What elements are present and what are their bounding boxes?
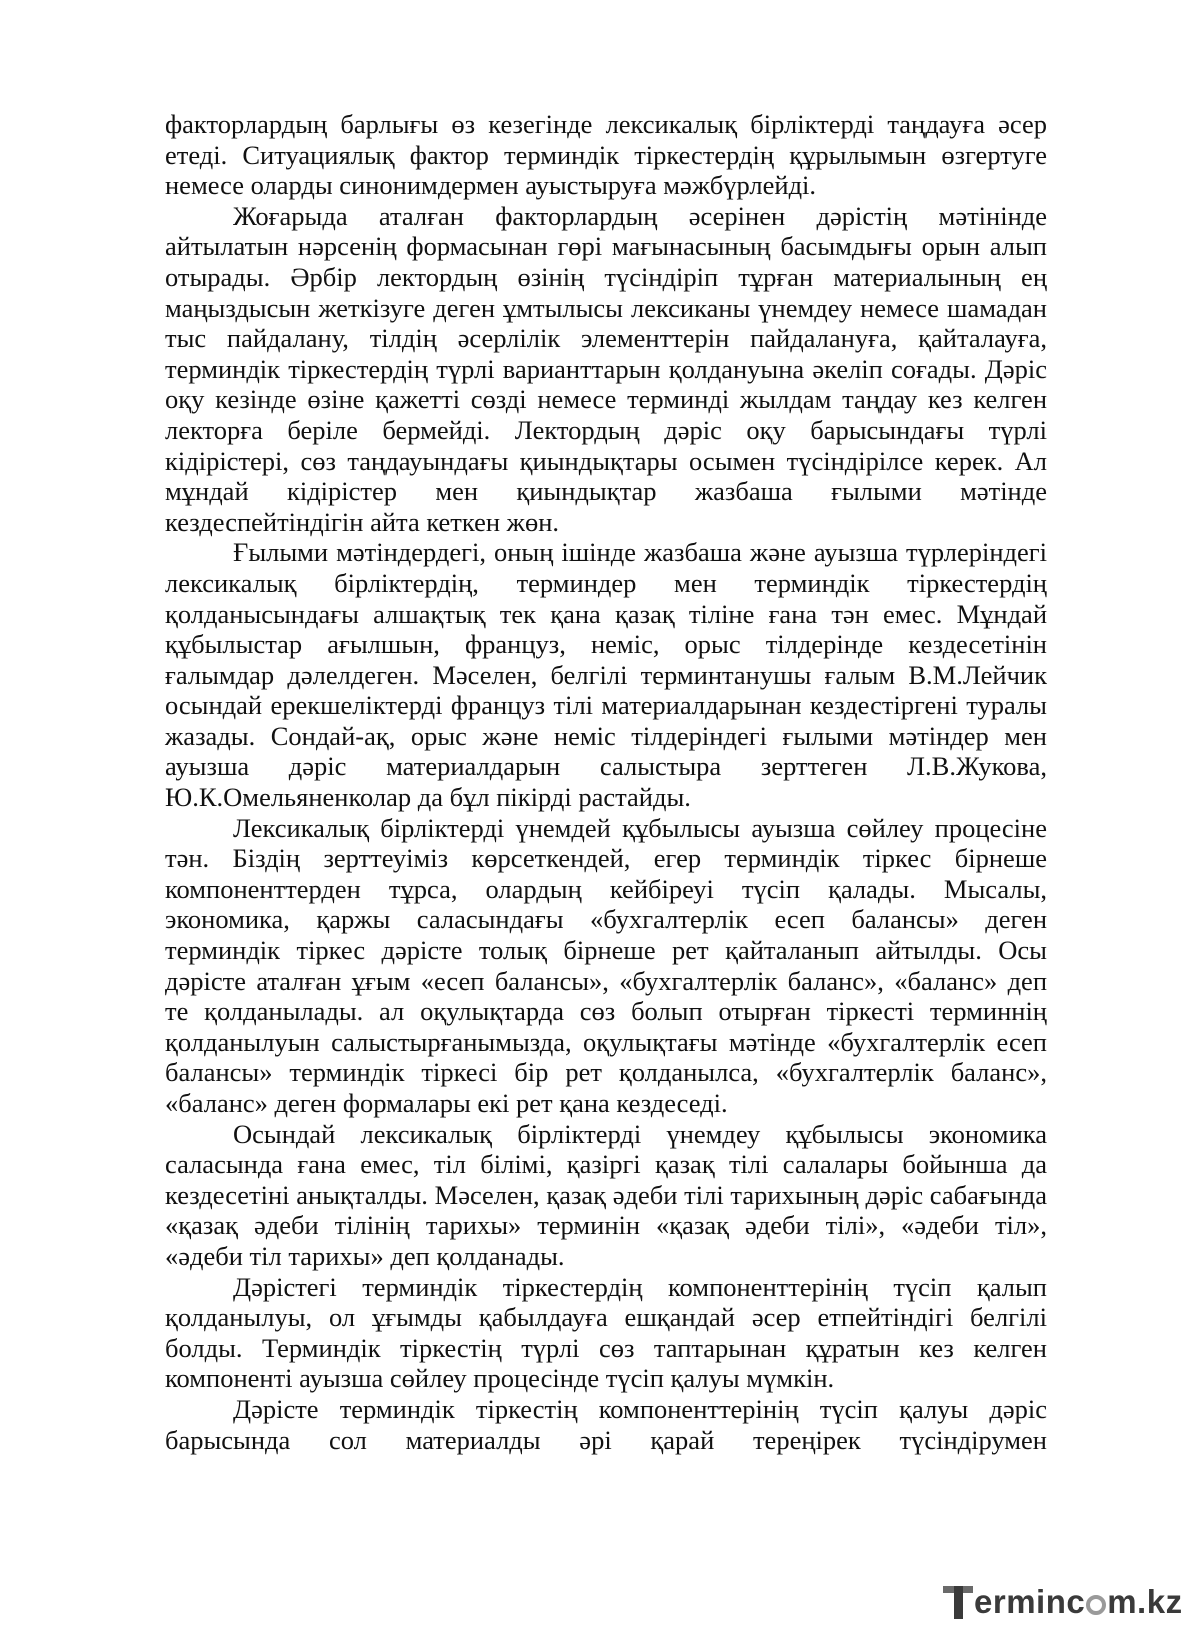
paragraph-2: Жоғарыда аталған факторлардың әсерінен дәрістің мәтінінде айтылатын нәрсенің формасынан гөрі мағынасының басымдығы орын алып отырады. Әрбір лектордың өзінің түсіндіріп тұрған материалының ең маңыздысын жеткізуге деген ұмтылысы лексиканы үнемдеу немесе шамадан тыс пайдалану, тілдің әсерлілік элементтерін пайдалануға, қайталауға, терминдік тіркестердің түрлі варианттарын қолдануына әкеліп соғады. Дәріс оқу кезінде өзіне қажетті сөзді немесе терминді жылдам таңдау кез келген лекторға беріле бермейді. Лектордың дәріс оқу барысындағы түрлі кідірістері, сөз таңдауындағы қиындықтары осымен түсіндірілсе керек. Ал мұндай кідірістер мен қиындықтар жазбаша ғылыми мәтінде кездеспейтіндігін айта кеткен жөн. (165, 200, 1047, 537)
paragraph-7: Дәрісте терминдік тіркестің компоненттерінің түсіп қалуы дәріс барысында сол материалды әрі қарай тереңірек түсіндірумен (165, 1393, 1047, 1455)
paragraph-6: Дәрістегі терминдік тіркестердің компоненттерінің түсіп қалып қолданылуы, ол ұғымды қабылдауға ешқандай әсер етпейтіндігі белгілі болды. Терминдік тіркестің түрлі сөз таптарынан құратын кез келген компоненті ауызша сөйлеу процесінде түсіп қалуы мүмкін. (165, 1271, 1047, 1394)
termincom-watermark (943, 1582, 1183, 1622)
watermark-text-start: erminc (974, 1583, 1086, 1620)
paragraph-5: Осындай лексикалық бірліктерді үнемдеу құбылысы экономика саласында ғана емес, тіл білімі, қазіргі қазақ тілі салалары бойынша да кездесетіні анықталды. Мәселен, қазақ әдеби тілі тарихының дәріс сабағында «қазақ әдеби тілінің тарихы» терминін «қазақ әдеби тілі», «әдеби тіл», «әдеби тіл тарихы» деп қолданады. (165, 1118, 1047, 1271)
paragraph-4: Лексикалық бірліктерді үнемдей құбылысы ауызша сөйлеу процесіне тән. Біздің зерттеуіміз көрсеткендей, егер терминдік тіркес бірнеше компоненттерден тұрса, олардың кейбіреуі түсіп қалады. Мысалы, экономика, қаржы саласындағы «бухгалтерлік есеп балансы» деген терминдік тіркес дәрісте толық бірнеше рет қайталанып айтылды. Осы дәрісте аталған ұғым «есеп балансы», «бухгалтерлік баланс», «баланс» деп те қолданылады. ал оқулықтарда сөз болып отырған тіркесті терминнің қолданылуын салыстырғанымызда, оқулықтағы мәтінде «бухгалтерлік есеп балансы» терминдік тіркесі бір рет қолданылса, «бухгалтерлік баланс», «баланс» деген формалары екі рет қана кездеседі. (165, 812, 1047, 1118)
document-page (165, 109, 1047, 1455)
o-ring-icon (1086, 1595, 1106, 1615)
t-logo-icon (943, 1584, 973, 1620)
watermark-text-end: m.kz (1107, 1583, 1183, 1620)
paragraph-1: факторлардың барлығы өз кезегінде лексикалық бірліктерді таңдауға әсер етеді. Ситуациялық фактор терминдік тіркестердің құрылымын өзгертуге немесе оларды синонимдермен ауыстыруға мәжбүрлейді. (165, 109, 1047, 201)
paragraph-3: Ғылыми мәтіндердегі, оның ішінде жазбаша және ауызша түрлеріндегі лексикалық бірліктердің, терминдер мен терминдік тіркестердің қолданысындағы алшақтық тек қана қазақ тіліне ғана тән емес. Мұндай құбылыстар ағылшын, француз, неміс, орыс тілдерінде кездесетінін ғалымдар дәлелдеген. Мәселен, белгілі терминтанушы ғалым В.М.Лейчик осындай ерекшеліктерді француз тілі материалдарынан кездестіргені туралы жазады. Сондай-ақ, орыс және неміс тілдеріндегі ғылыми мәтіндер мен ауызша дәріс материалдарын салыстыра зерттеген Л.В.Жукова, Ю.К.Омельяненколар да бұл пікірді растайды. (165, 537, 1047, 813)
